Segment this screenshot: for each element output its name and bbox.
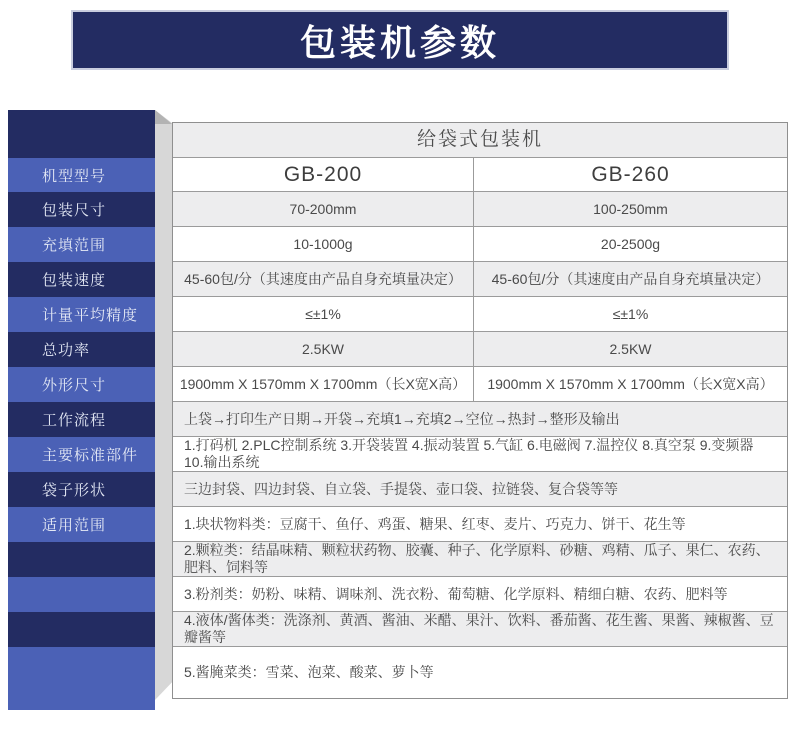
bag-shapes-text: 三边封袋、四边封袋、自立袋、手提袋、壶口袋、拉链袋、复合袋等等 [184,480,618,497]
table-row-standard-parts [173,437,787,472]
sidebar-label-bag-shapes: 袋子形状 [8,472,155,507]
package-size-gb200: 70-200mm [173,192,474,226]
table-row-packing-speed [173,262,787,297]
table-row-metering-accuracy [173,297,787,332]
sidebar-spacer-top [8,110,155,158]
sidebar-spacer-bottom [8,647,155,710]
application-powders: 3.粉剂类：奶粉、味精、调味剂、洗衣粉、葡萄糖、化学原料、精细白糖、农药、肥料等 [184,585,728,602]
packing-speed-gb200: 45-60包/分（其速度由产品自身充填量决定） [173,262,474,296]
dimensions-gb260: 1900mm X 1570mm X 1700mm（长X宽X高） [487,375,774,392]
table-row-application-1 [173,507,787,542]
workflow-text: 上袋→打印生产日期→开袋→充填1→充填2→空位→热封→整形及输出 [184,410,620,427]
table-row-bag-shapes [173,472,787,507]
application-granules: 2.颗粒类：结晶味精、颗粒状药物、胶囊、种子、化学原料、砂糖、鸡精、瓜子、果仁、农药、肥料、饲料等 [184,542,770,575]
table-row-package-size [173,192,787,227]
sidebar-label-workflow: 工作流程 [8,402,155,437]
table-row-models [173,158,787,192]
application-pickled-vegetables: 5.酱腌菜类：雪菜、泡菜、酸菜、萝卜等 [184,664,434,681]
sidebar-label-filling-range: 充填范围 [8,227,155,262]
total-power-gb200: 2.5KW [173,332,474,366]
table-row-application-4 [173,612,787,647]
table-row-filling-range [173,227,787,262]
sidebar [8,110,155,710]
sidebar-label-model-number: 机型型号 [8,158,155,192]
table-header-row [173,123,787,158]
metering-accuracy-gb260: ≤±1% [612,305,649,322]
sidebar-spacer-band [8,542,155,577]
sidebar-label-packing-speed: 包装速度 [8,262,155,297]
total-power-gb260: 2.5KW [609,340,652,357]
sidebar-label-standard-parts: 主要标准部件 [8,437,155,472]
sidebar-label-package-size: 包装尺寸 [8,192,155,227]
table-row-total-power [173,332,787,367]
packing-speed-gb260: 45-60包/分（其速度由产品自身充填量决定） [491,270,770,287]
model-gb200: GB-200 [173,158,474,191]
table-row-workflow [173,402,787,437]
table-row-application-5 [173,647,787,698]
filling-range-gb200: 10-1000g [173,227,474,261]
table-row-dimensions [173,367,787,402]
application-block-materials: 1.块状物料类：豆腐干、鱼仔、鸡蛋、糖果、红枣、麦片、巧克力、饼干、花生等 [184,515,686,532]
sidebar-label-application-range: 适用范围 [8,507,155,542]
metering-accuracy-gb200: ≤±1% [173,297,474,331]
title-banner [71,10,729,70]
table-row-application-3 [173,577,787,612]
dimensions-gb200: 1900mm X 1570mm X 1700mm（长X宽X高） [173,367,474,401]
table-row-application-2 [173,542,787,577]
sidebar-label-metering-accuracy: 计量平均精度 [8,297,155,332]
package-size-gb260: 100-250mm [593,200,668,217]
application-liquids-sauces: 4.液体/酱体类：洗涤剂、黄酒、酱油、米醋、果汁、饮料、番茄酱、花生酱、果酱、辣椒酱、豆瓣酱等 [184,612,774,645]
table-title: 给袋式包装机 [416,128,543,150]
model-gb260: GB-260 [591,162,670,186]
standard-parts-text: 1.打码机 2.PLC控制系统 3.开袋装置 4.振动装置 5.气缸 6.电磁阀 7.温控仪 8.真空泵 9.变频器 10.输出系统 [184,437,754,470]
sidebar-label-total-power: 总功率 [8,332,155,367]
sidebar-spacer-band [8,612,155,647]
filling-range-gb260: 20-2500g [600,235,661,252]
page-title: 包装机参数 [299,21,500,63]
sidebar-spacer-band [8,577,155,612]
sidebar-label-dimensions: 外形尺寸 [8,367,155,402]
spec-table [172,122,788,699]
sidebar-shadow-strip [155,110,172,700]
